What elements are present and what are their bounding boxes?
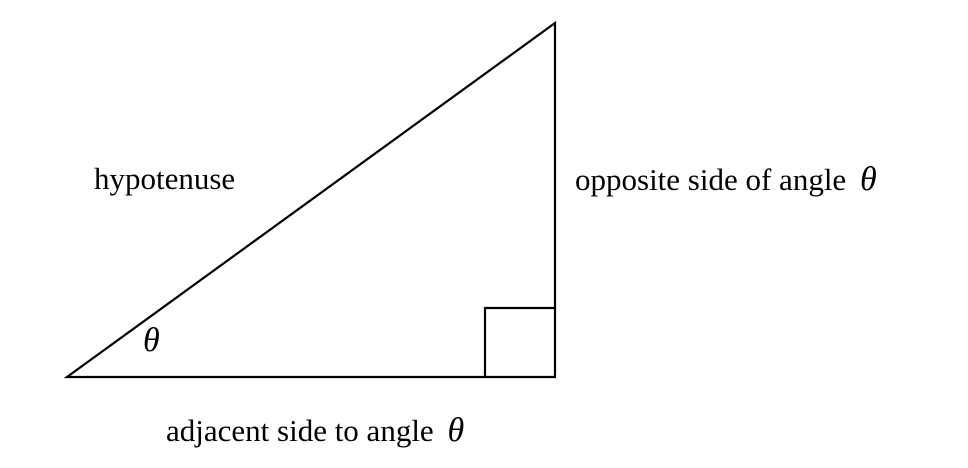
hypotenuse-label: hypotenuse — [94, 161, 236, 196]
adjacent-side-label — [166, 414, 464, 448]
opposite-side-label — [575, 163, 877, 197]
triangle-outline — [67, 23, 555, 377]
angle-theta-label: θ — [143, 322, 160, 359]
adjacent-side-text: adjacent side to angle — [166, 413, 434, 448]
opposite-theta-symbol: θ — [859, 161, 877, 198]
opposite-side-text: opposite side of angle — [575, 162, 847, 197]
adjacent-theta-symbol: θ — [447, 412, 465, 449]
right-angle-marker — [485, 308, 555, 377]
